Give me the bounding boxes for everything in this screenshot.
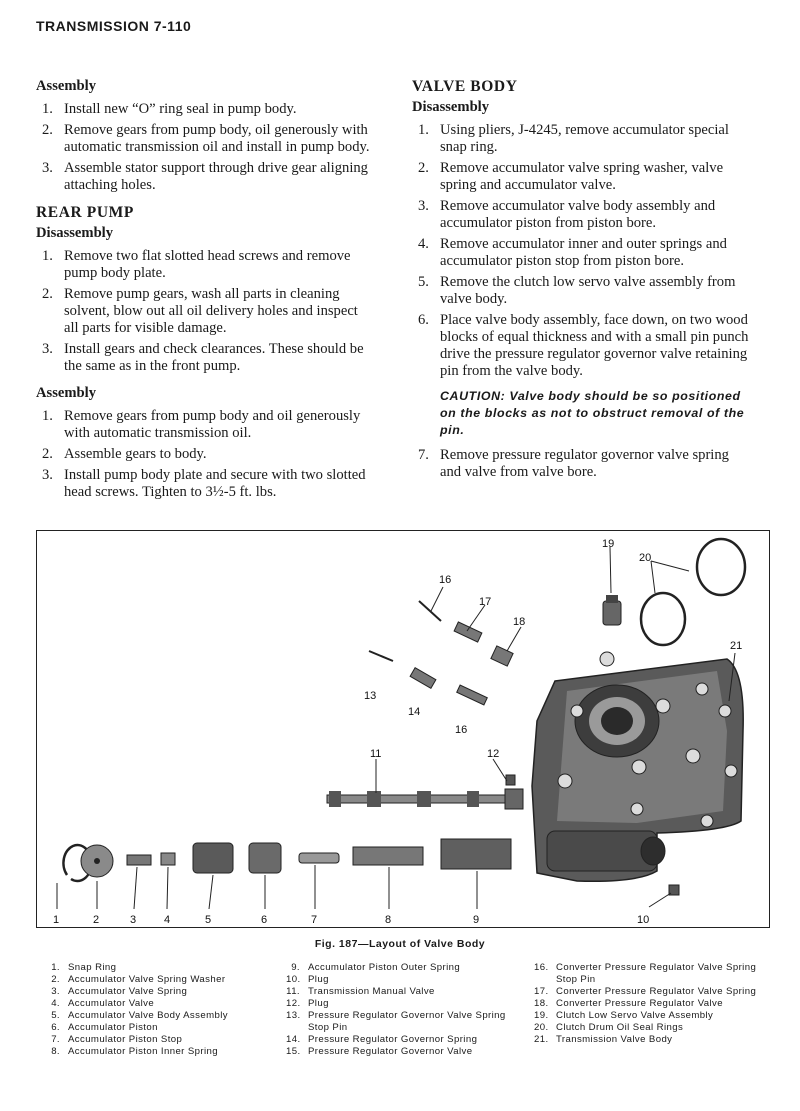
step-text: Install new “O” ring seal in pump body. xyxy=(64,101,297,117)
legend-text: Accumulator Piston xyxy=(68,1022,158,1033)
step-number: 1. xyxy=(418,122,429,138)
callout-label: 21 xyxy=(730,640,743,652)
legend-text: Converter Pressure Regulator Valve Spring xyxy=(556,986,757,997)
legend-number: 9. xyxy=(291,962,300,973)
callout-label: 17 xyxy=(479,596,492,608)
legend-text: Accumulator Piston Inner Spring xyxy=(68,1046,218,1057)
step-number: 1. xyxy=(42,248,53,264)
callout-label: 16 xyxy=(439,574,452,586)
legend-item xyxy=(46,1046,276,1058)
callout-label: 3 xyxy=(130,914,137,926)
step-text: Remove pressure regulator governor valve spring and valve from valve bore. xyxy=(440,447,729,480)
step-number: 3. xyxy=(42,467,53,483)
legend-number: 19. xyxy=(534,1010,549,1021)
legend-number: 3. xyxy=(51,986,60,997)
figure-legend-col-2 xyxy=(286,962,516,1058)
callout-label: 12 xyxy=(487,748,500,760)
assembly-steps-1 xyxy=(36,101,376,194)
legend-item xyxy=(46,998,276,1010)
legend-number: 1. xyxy=(51,962,60,973)
step-item xyxy=(36,408,376,442)
exploded-view-illustration xyxy=(37,531,769,927)
legend-item xyxy=(534,986,774,998)
callout-label: 9 xyxy=(473,914,480,926)
legend-number: 2. xyxy=(51,974,60,985)
legend-number: 10. xyxy=(286,974,301,985)
section-heading-valve-body: VALVE BODY xyxy=(412,78,518,95)
callout-label: 10 xyxy=(637,914,650,926)
transmission-manual-valve-drawing xyxy=(327,775,523,809)
legend-number: 13. xyxy=(286,1010,301,1021)
step-text: Remove pump gears, wash all parts in cleaning solvent, blow out all oil delivery holes and inspect all parts for visible damage. xyxy=(64,286,358,336)
assembly-steps-2 xyxy=(36,408,376,501)
legend-number: 8. xyxy=(51,1046,60,1057)
legend-number: 5. xyxy=(51,1010,60,1021)
step-text: Remove gears from pump body, oil generously with automatic transmission oil and install in pump body. xyxy=(64,122,370,155)
callout-label: 7 xyxy=(311,914,318,926)
clutch-low-servo-valve-drawing xyxy=(603,595,621,625)
legend-item xyxy=(534,962,774,986)
callout-label: 4 xyxy=(164,914,171,926)
valve-body-steps-continued xyxy=(412,447,752,481)
legend-number: 7. xyxy=(51,1034,60,1045)
callout-label: 14 xyxy=(408,706,421,718)
step-text: Remove accumulator valve spring washer, valve spring and accumulator valve. xyxy=(440,160,724,193)
legend-item xyxy=(534,1034,774,1046)
legend-text: Transmission Manual Valve xyxy=(308,986,435,997)
legend-item xyxy=(286,974,516,986)
callout-label: 5 xyxy=(205,914,212,926)
legend-number: 6. xyxy=(51,1022,60,1033)
step-item xyxy=(36,446,376,463)
legend-number: 21. xyxy=(534,1034,549,1045)
clutch-drum-oil-seal-rings-drawing xyxy=(641,539,745,645)
figure-legend-col-1 xyxy=(46,962,276,1058)
legend-item xyxy=(286,998,516,1010)
step-text: Remove accumulator inner and outer springs and accumulator piston stop from piston bore. xyxy=(440,236,727,269)
step-text: Install pump body plate and secure with two slotted head screws. Tighten to 3½-5 ft. lbs. xyxy=(64,467,366,500)
step-item xyxy=(412,122,752,156)
callout-label: 1 xyxy=(53,914,60,926)
step-item xyxy=(36,160,376,194)
step-item xyxy=(412,312,752,380)
upper-small-parts-drawing xyxy=(369,601,441,661)
legend-item xyxy=(534,1010,774,1022)
step-item xyxy=(36,341,376,375)
subheading-disassembly: Disassembly xyxy=(36,225,114,241)
step-item xyxy=(412,274,752,308)
step-number: 5. xyxy=(418,274,429,290)
legend-item xyxy=(46,1010,276,1022)
legend-number: 20. xyxy=(534,1022,549,1033)
step-text: Using pliers, J-4245, remove accumulator special snap ring. xyxy=(440,122,729,155)
upper-springs-drawing xyxy=(410,622,513,705)
legend-item xyxy=(534,998,774,1010)
step-number: 4. xyxy=(418,236,429,252)
figure-legend-col-3 xyxy=(534,962,774,1046)
valve-body-steps xyxy=(412,122,752,380)
rear-pump-steps xyxy=(36,248,376,375)
legend-text: Clutch Drum Oil Seal Rings xyxy=(556,1022,684,1033)
callout-label: 19 xyxy=(602,538,615,550)
right-column xyxy=(412,78,752,489)
step-number: 2. xyxy=(42,286,53,302)
legend-text: Pressure Regulator Governor Spring xyxy=(308,1034,478,1045)
legend-number: 14. xyxy=(286,1034,301,1045)
section-heading-assembly: Assembly xyxy=(36,78,96,94)
valve-body-figure xyxy=(36,530,770,928)
step-number: 1. xyxy=(42,101,53,117)
step-number: 2. xyxy=(42,122,53,138)
step-item xyxy=(36,286,376,337)
step-number: 3. xyxy=(42,160,53,176)
step-item xyxy=(412,447,752,481)
figure-caption: Fig. 187—Layout of Valve Body xyxy=(314,938,486,950)
step-item xyxy=(36,101,376,118)
step-number: 2. xyxy=(42,446,53,462)
legend-item xyxy=(286,986,516,998)
step-number: 3. xyxy=(418,198,429,214)
legend-item xyxy=(286,1034,516,1046)
legend-item xyxy=(286,1046,516,1058)
legend-text: Accumulator Valve xyxy=(68,998,155,1009)
legend-item xyxy=(46,962,276,974)
step-number: 3. xyxy=(42,341,53,357)
legend-number: 11. xyxy=(286,986,300,997)
transmission-valve-body-drawing xyxy=(532,652,743,881)
step-item xyxy=(412,236,752,270)
legend-text: Accumulator Valve Spring Washer xyxy=(68,974,226,985)
step-text: Remove two flat slotted head screws and remove pump body plate. xyxy=(64,248,351,281)
callout-label: 13 xyxy=(364,690,377,702)
step-number: 2. xyxy=(418,160,429,176)
legend-number: 15. xyxy=(286,1046,301,1057)
step-item xyxy=(36,122,376,156)
step-item xyxy=(412,160,752,194)
subheading-disassembly: Disassembly xyxy=(412,99,490,115)
step-text: Remove gears from pump body and oil generously with automatic transmission oil. xyxy=(64,408,361,441)
legend-number: 4. xyxy=(51,998,60,1009)
legend-text: Pressure Regulator Governor Valve xyxy=(308,1046,473,1057)
step-number: 7. xyxy=(418,447,429,463)
step-item xyxy=(412,198,752,232)
step-text: Assemble stator support through drive gear aligning attaching holes. xyxy=(64,160,368,193)
legend-text: Clutch Low Servo Valve Assembly xyxy=(556,1010,714,1021)
callout-label: 6 xyxy=(261,914,268,926)
step-text: Remove accumulator valve body assembly and accumulator piston from piston bore. xyxy=(440,198,716,231)
step-item xyxy=(36,467,376,501)
legend-text: Converter Pressure Regulator Valve Spring Stop Pin xyxy=(556,962,757,985)
callout-label: 2 xyxy=(93,914,100,926)
section-heading-rear-pump: REAR PUMP xyxy=(36,204,134,221)
legend-number: 18. xyxy=(534,998,549,1009)
callout-label: 20 xyxy=(639,552,652,564)
step-number: 1. xyxy=(42,408,53,424)
legend-item xyxy=(286,1010,516,1034)
legend-item xyxy=(46,1022,276,1034)
legend-item xyxy=(534,1022,774,1034)
left-column xyxy=(36,78,376,509)
legend-item xyxy=(286,962,516,974)
step-text: Remove the clutch low servo valve assembly from valve body. xyxy=(440,274,736,307)
legend-text: Accumulator Piston Outer Spring xyxy=(308,962,461,973)
legend-item xyxy=(46,974,276,986)
section-heading-assembly: Assembly xyxy=(36,385,96,401)
step-text: Place valve body assembly, face down, on two wood blocks of equal thickness and with a small pin punch drive the pressure regulator governor valve retaining pin from the valve body. xyxy=(440,312,749,379)
legend-text: Transmission Valve Body xyxy=(556,1034,673,1045)
callout-label: 18 xyxy=(513,616,526,628)
legend-text: Accumulator Piston Stop xyxy=(68,1034,183,1045)
callout-label: 11 xyxy=(370,748,382,760)
legend-item xyxy=(46,986,276,998)
legend-text: Accumulator Valve Body Assembly xyxy=(68,1010,228,1021)
legend-text: Plug xyxy=(308,998,329,1009)
legend-text: Converter Pressure Regulator Valve xyxy=(556,998,723,1009)
legend-item xyxy=(46,1034,276,1046)
legend-text: Pressure Regulator Governor Valve Spring Stop Pin xyxy=(308,1010,506,1033)
callout-label: 8 xyxy=(385,914,392,926)
step-text: Assemble gears to body. xyxy=(64,446,207,462)
legend-number: 16. xyxy=(534,962,549,973)
callout-label: 16 xyxy=(455,724,468,736)
caution-note: CAUTION: Valve body should be so positioned on the blocks as not to obstruct removal of the pin. xyxy=(440,389,745,437)
page-header: TRANSMISSION 7-110 xyxy=(36,18,192,34)
step-number: 6. xyxy=(418,312,429,328)
legend-number: 17. xyxy=(534,986,549,997)
legend-number: 12. xyxy=(286,998,301,1009)
step-item xyxy=(36,248,376,282)
legend-text: Snap Ring xyxy=(68,962,117,973)
legend-text: Accumulator Valve Spring xyxy=(68,986,188,997)
legend-text: Plug xyxy=(308,974,329,985)
step-text: Install gears and check clearances. These should be the same as in the front pump. xyxy=(64,341,364,374)
